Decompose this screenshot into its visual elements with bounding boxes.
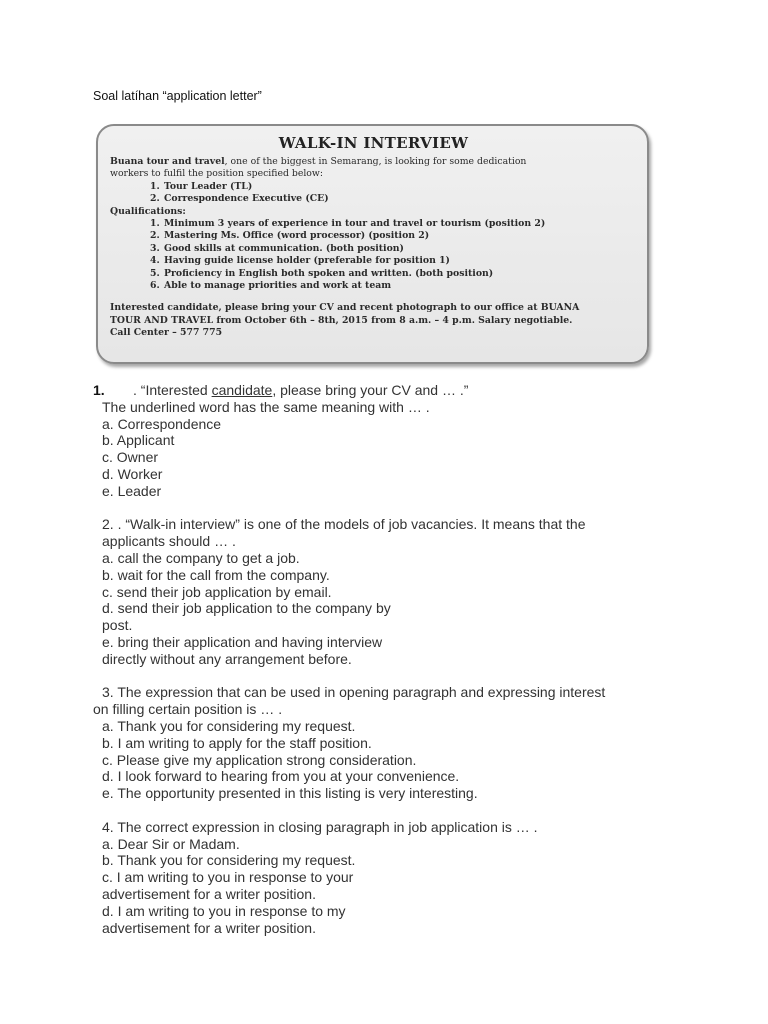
question-line: 4. The correct expression in closing paragraph in job application is … . — [102, 818, 538, 835]
qualification-item: 2. Mastering Ms. Office (word processor) (position 2) — [150, 230, 430, 242]
option: a. Correspondence — [102, 415, 222, 432]
positions-list — [110, 181, 637, 206]
question-1-stem: 1. . “Interested candidate, please bring your CV and … .” — [93, 382, 469, 398]
qualification-item: 1. Minimum 3 years of experience in tour and travel or tourism (position 2) — [150, 218, 546, 230]
option: d. I am writing to you in response to my — [102, 902, 346, 919]
qualifications-list — [110, 218, 637, 292]
option: b. Applicant — [102, 432, 175, 449]
option-continuation: advertisement for a writer position. — [102, 919, 316, 936]
question-1 — [93, 382, 653, 500]
option-continuation: directly without any arrangement before. — [102, 650, 352, 667]
option: e. bring their application and having interview — [102, 633, 383, 650]
question-2 — [93, 516, 653, 667]
option: b. wait for the call from the company. — [102, 566, 330, 583]
question-line: 3. The expression that can be used in opening paragraph and expressing interest — [102, 684, 606, 701]
document-title: Soal latíhan “application letter” — [93, 89, 262, 103]
poster-company-name: Buana tour and travel — [110, 156, 225, 167]
option: a. Dear Sir or Madam. — [102, 835, 240, 852]
position-item: 1. Tour Leader (TL) — [150, 180, 253, 192]
underlined-word: candidate — [211, 382, 273, 398]
question-line: on filling certain position is … . — [93, 701, 283, 718]
option: d. send their job application to the company by — [102, 600, 391, 617]
qualification-item: 3. Good skills at communication. (both position) — [150, 242, 404, 254]
poster-footer-line1: Interested candidate, please bring your CV and recent photograph to our office at BUANA — [110, 302, 580, 314]
poster-heading: WALK-IN INTERVIEW — [278, 134, 469, 152]
question-line: applicants should … . — [102, 533, 236, 550]
question-3 — [93, 684, 653, 802]
question-number: 1. — [93, 382, 105, 398]
option: e. The opportunity presented in this listing is very interesting. — [102, 785, 478, 802]
question-1-prompt: The underlined word has the same meaning with … . — [102, 398, 430, 415]
question-4 — [93, 819, 653, 937]
poster-intro-rest: , one of the biggest in Semarang, is looking for some dedication — [224, 156, 527, 167]
option: a. Thank you for considering my request. — [102, 717, 356, 734]
option: c. Please give my application strong consideration. — [102, 751, 417, 768]
poster-footer-line2: TOUR AND TRAVEL from October 6th – 8th, 2015 from 8 a.m. – 4 p.m. Salary negotiable. — [110, 314, 573, 326]
option: d. Worker — [102, 465, 163, 482]
poster-intro-line2: workers to fulfil the position specified below: — [110, 168, 323, 180]
option-continuation: post. — [102, 617, 133, 634]
question-line: 2. . “Walk-in interview” is one of the models of job vacancies. It means that the — [102, 516, 586, 533]
option: c. Owner — [102, 449, 159, 466]
option: c. send their job application by email. — [102, 583, 332, 600]
qualification-item: 4. Having guide license holder (preferable for position 1) — [150, 255, 450, 267]
qualifications-heading: Qualifications: — [110, 205, 186, 217]
option: b. I am writing to apply for the staff position. — [102, 734, 372, 751]
qualification-item: 6. Able to manage priorities and work at team — [150, 280, 392, 292]
walk-in-interview-poster — [96, 124, 649, 364]
position-item: 2. Correspondence Executive (CE) — [150, 193, 329, 205]
poster-call-center: Call Center – 577 775 — [110, 327, 223, 339]
poster-intro — [110, 156, 637, 168]
option: e. Leader — [102, 482, 162, 499]
qualification-item: 5. Proficiency in English both spoken and written. (both position) — [150, 267, 494, 279]
option: b. Thank you for considering my request. — [102, 852, 356, 869]
option: d. I look forward to hearing from you at your convenience. — [102, 768, 460, 785]
option: a. call the company to get a job. — [102, 549, 300, 566]
option: c. I am writing to you in response to your — [102, 869, 354, 886]
option-continuation: advertisement for a writer position. — [102, 885, 316, 902]
questions — [93, 382, 653, 953]
